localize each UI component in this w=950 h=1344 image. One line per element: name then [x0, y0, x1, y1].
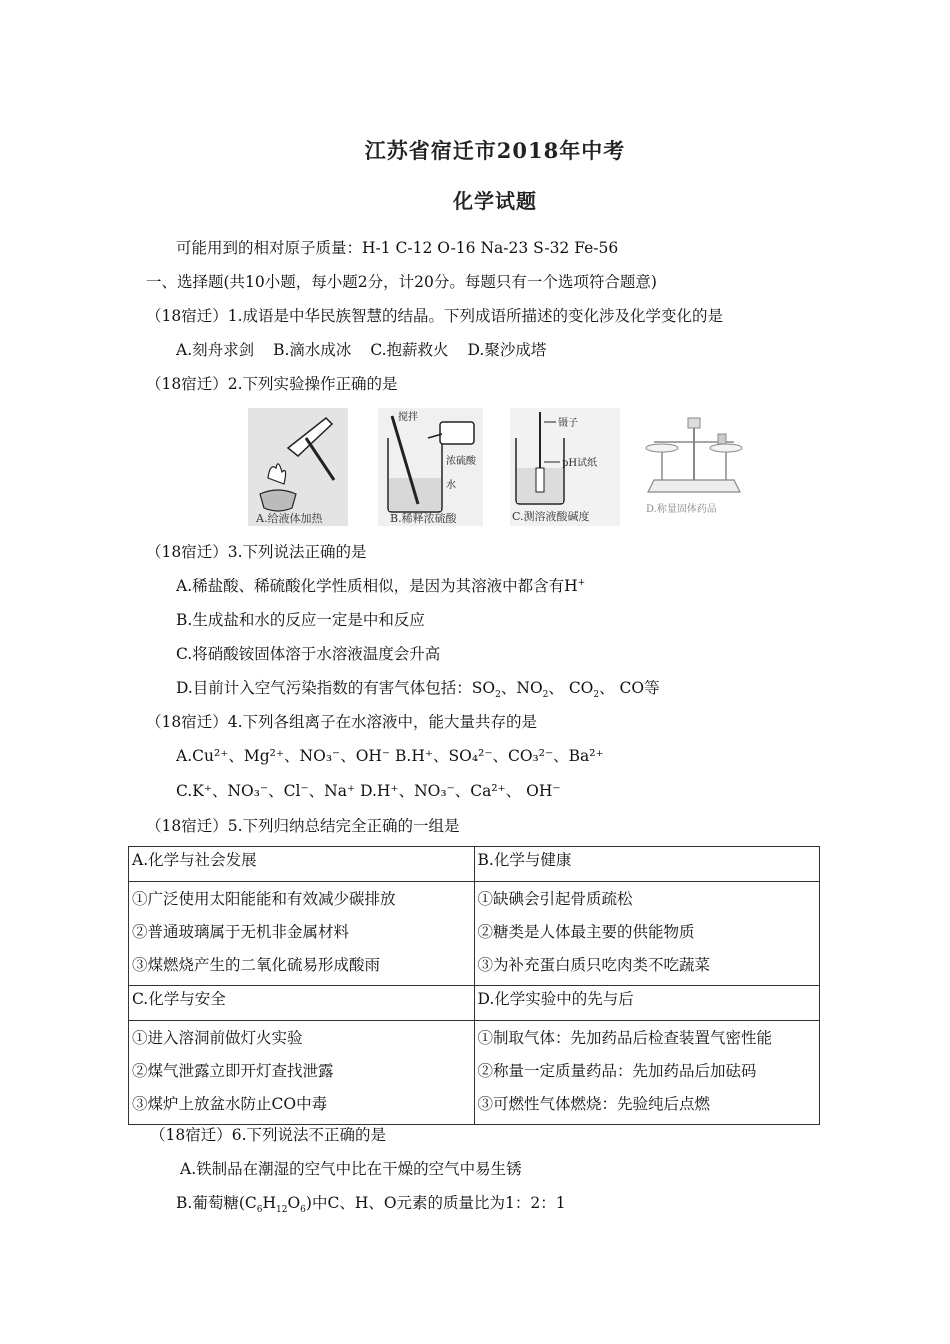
q3-stem: （18宿迁）3.下列说法正确的是 — [146, 543, 367, 561]
q3-option-d: D.目前计入空气污染指数的有害气体包括：$SO_2$、$NO_2$、 $CO_2$、 CO等 — [176, 679, 660, 701]
q6-option-b: B.葡萄糖$(C_6H_{12}O_6)$中C、H、O元素的质量比为1：2：1 — [176, 1194, 566, 1216]
q1-option-b: B.滴水成冰 — [273, 341, 352, 359]
figure-b — [378, 408, 483, 526]
q3-option-c: C.将硝酸铵固体溶于水溶液温度会升高 — [176, 645, 441, 663]
q1-options — [176, 340, 560, 360]
q3-option-a: A.稀盐酸、稀硫酸化学性质相似，是因为其溶液中都含有H+ — [176, 577, 586, 595]
q1-option-a: A.刻舟求剑 — [176, 341, 255, 359]
figure-b-caption: B.稀释浓硫酸 — [390, 512, 457, 525]
q1-stem: （18宿迁）1.成语是中华民族智慧的结晶。下列成语所描述的变化涉及化学变化的是 — [146, 307, 724, 325]
page-subtitle: 化学试题 — [453, 189, 537, 213]
cell-c-title: C.化学与安全 — [129, 986, 475, 1021]
q3-option-b: B.生成盐和水的反应一定是中和反应 — [176, 611, 425, 629]
q1-option-d: D.聚沙成塔 — [467, 341, 547, 359]
heating-liquid-illustration — [248, 408, 348, 526]
q4-stem: （18宿迁）4.下列各组离子在水溶液中，能大量共存的是 — [146, 713, 538, 731]
figure-d-caption: D.称量固体药品 — [646, 504, 717, 515]
label-conc-acid: 浓硫酸 — [446, 456, 476, 467]
figure-a — [248, 408, 348, 526]
balance-illustration — [638, 408, 750, 526]
q4-options-cd: C.K⁺、NO₃⁻、Cl⁻、Na⁺ D.H⁺、NO₃⁻、Ca²⁺、 OH⁻ — [176, 782, 561, 800]
figure-c — [510, 408, 620, 526]
label-water: 水 — [446, 480, 456, 491]
q2-figures — [248, 408, 748, 528]
cell-d-title: D.化学实验中的先与后 — [474, 986, 820, 1021]
ph-test-illustration — [510, 408, 620, 526]
q6-option-a: A.铁制品在潮湿的空气中比在干燥的空气中易生锈 — [180, 1160, 522, 1178]
q6-stem: （18宿迁）6.下列说法不正确的是 — [150, 1126, 387, 1144]
label-tweezers: 镊子 — [558, 418, 578, 429]
cell-c-items: ①进入溶洞前做灯火实验 ②煤气泄露立即开灯查找泄露 ③煤炉上放盆水防止CO中毒 — [129, 1021, 475, 1125]
q2-stem: （18宿迁）2.下列实验操作正确的是 — [146, 375, 398, 393]
label-ph-paper: pH试纸 — [562, 458, 598, 469]
summary-table — [128, 846, 820, 1125]
q1-option-c: C.抱薪救火 — [370, 341, 449, 359]
label-stir: 搅拌 — [398, 412, 418, 423]
section-heading: 一、选择题(共10小题，每小题2分，计20分。每题只有一个选项符合题意) — [146, 273, 657, 291]
q5-stem: （18宿迁）5.下列归纳总结完全正确的一组是 — [146, 817, 460, 835]
dilute-acid-illustration — [378, 408, 483, 526]
page-title: 江苏省宿迁市2018年中考 — [364, 138, 626, 163]
atomic-mass-line: 可能用到的相对原子质量：H-1 C-12 O-16 Na-23 S-32 Fe-56 — [176, 239, 619, 257]
figure-d — [638, 408, 750, 526]
figure-a-caption: A.给液体加热 — [256, 512, 323, 525]
cell-d-items: ①制取气体：先加药品后检查装置气密性能 ②称量一定质量药品：先加药品后加砝码 ③可燃性气体燃烧：先验纯后点燃 — [474, 1021, 820, 1125]
figure-c-caption: C.测溶液酸碱度 — [512, 510, 590, 523]
cell-a-title: A.化学与社会发展 — [129, 847, 475, 882]
cell-a-items: ①广泛使用太阳能能和有效减少碳排放 ②普通玻璃属于无机非金属材料 ③煤燃烧产生的二氧化硫易形成酸雨 — [129, 882, 475, 986]
cell-b-items: ①缺碘会引起骨质疏松 ②糖类是人体最主要的供能物质 ③为补充蛋白质只吃肉类不吃蔬菜 — [474, 882, 820, 986]
q4-options-ab: A.Cu²⁺、Mg²⁺、NO₃⁻、OH⁻ B.H⁺、SO₄²⁻、CO₃²⁻、Ba²⁺ — [176, 747, 604, 765]
cell-b-title: B.化学与健康 — [474, 847, 820, 882]
